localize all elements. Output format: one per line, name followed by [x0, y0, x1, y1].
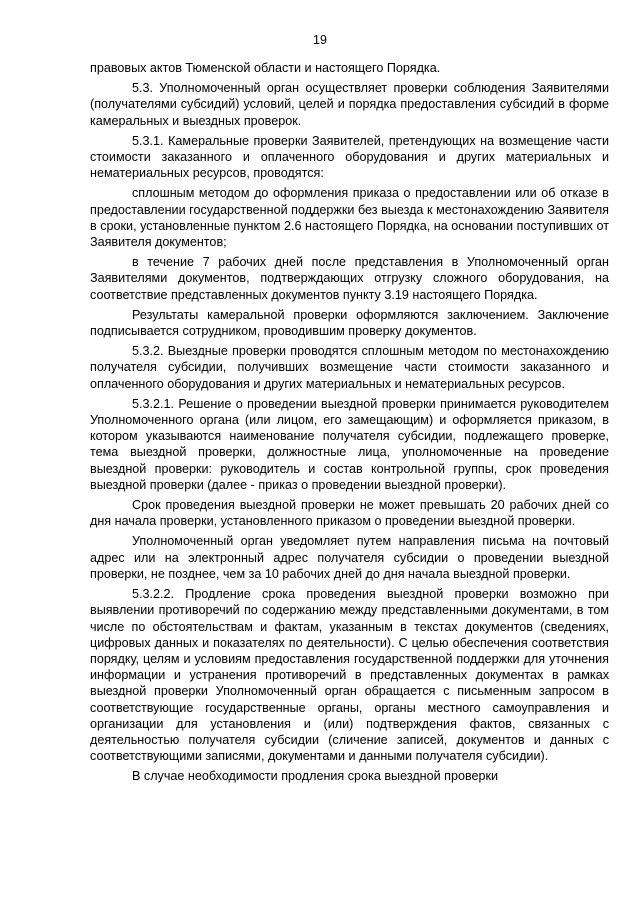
paragraph-5-3: 5.3. Уполномоченный орган осуществляет проверки соблюдения Заявителями (получателями субсидий) условий, целей и порядка предоставления субсидий в форме камеральных и выездных проверок. — [90, 81, 609, 128]
document-body — [90, 60, 609, 789]
paragraph-5-3-2-2: 5.3.2.2. Продление срока проведения выездной проверки возможно при выявлении противоречий по содержанию между представленными документами, в том числе по обстоятельствам и фактам, указанным в текстах документов (сведениях, цифровых данных и показателях по деятельности). С целью обеспечения соответствия порядку, целям и условиям предоставления государственной поддержки для уточнения информации и устранения противоречий в представленных документах в рамках выездной проверки Уполномоченный орган обращается с письменным запросом в соответствующие государственные органы, органы местного самоуправления и организации для установления и (или) подтверждения фактов, связанных с деятельностью получателя субсидии (сличение записей, документов и данных с соответствующими записями, документами и данными получателя субсидии). — [90, 587, 609, 764]
paragraph-5-3-2: 5.3.2. Выездные проверки проводятся сплошным методом по местонахождению получателя субсидии, получивших возмещение части стоимости заказанного и оплаченного оборудования и других материальных и нематериальных ресурсов. — [90, 344, 609, 391]
page-number: 19 — [313, 33, 327, 47]
paragraph-5-3-2-1: 5.3.2.1. Решение о проведении выездной проверки принимается руководителем Уполномоченного органа (или лицом, его замещающим) и оформляется приказом, в котором указываются наименование получателя субсидии, подлежащего проверке, тема выездной проверки, должностные лица, уполномоченные на проведение выездной проверки: руководитель и состав контрольной группы, срок проведения выездной проверки (далее - приказ о проведении выездной проверки). — [90, 396, 609, 492]
paragraph-continuation: правовых актов Тюменской области и настоящего Порядка. — [90, 61, 441, 75]
paragraph-desk-check-term: в течение 7 рабочих дней после представления в Уполномоченный орган Заявителями документов, подтверждающих отгрузку сложного оборудования, на соответствие представленных документов пункту 3.19 настоящего Порядка. — [90, 255, 609, 302]
paragraph-field-check-duration: Срок проведения выездной проверки не может превышать 20 рабочих дней со дня начала проверки, установленного приказом о проведении выездной проверки. — [90, 498, 609, 529]
paragraph-field-check-notice: Уполномоченный орган уведомляет путем направления письма на почтовый адрес или на электронный адрес получателя субсидии о проведении выездной проверки, не позднее, чем за 10 рабочих дней до дня начала выездной проверки. — [90, 534, 609, 581]
paragraph-extension-case: В случае необходимости продления срока выездной проверки — [132, 769, 499, 784]
paragraph-5-3-1: 5.3.1. Камеральные проверки Заявителей, претендующих на возмещение части стоимости заказанного и оплаченного оборудования и других материальных и нематериальных ресурсов, проводятся: — [90, 133, 609, 181]
paragraph-desk-check-results: Результаты камеральной проверки оформляются заключением. Заключение подписывается сотрудником, проводившим проверку документов. — [90, 307, 609, 339]
paragraph-desk-check-method: сплошным методом до оформления приказа о предоставлении или об отказе в предоставлении государственной поддержки без выезда к местонахождению Заявителя в сроки, установленные пунктом 2.6 настоящего Порядка, на основании поступивших от Заявителя документов; — [90, 186, 609, 250]
